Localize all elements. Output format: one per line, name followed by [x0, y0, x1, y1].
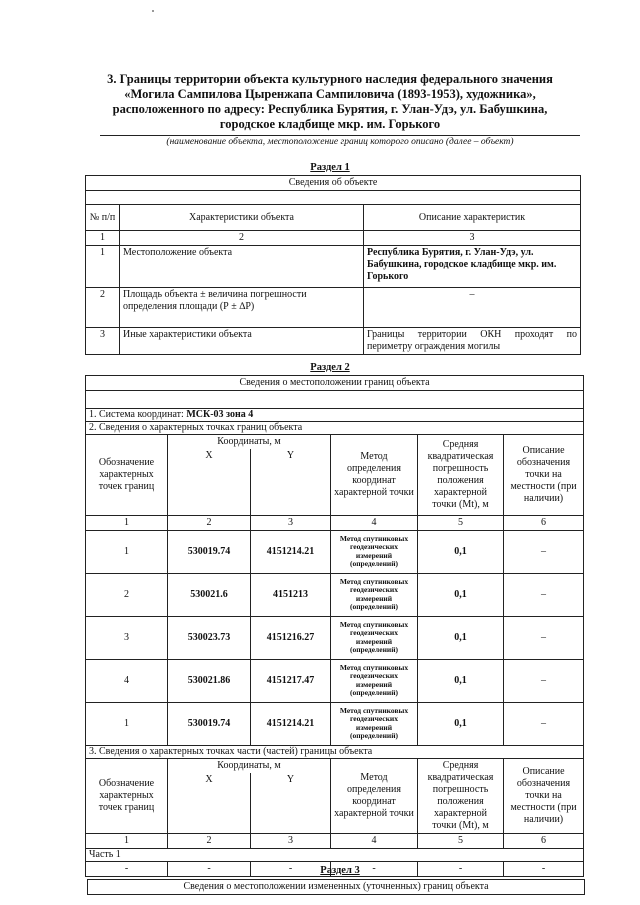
point-number: 4 — [86, 659, 168, 702]
point-method: Метод спутниковых геодезических измерений (определений) — [331, 702, 418, 745]
section2-heading: Раздел 2 — [310, 362, 350, 373]
col-char-header: Характеристики объекта — [120, 205, 364, 231]
subsection-2-title: 2. Сведения о характерных точках границ объекта — [86, 422, 584, 435]
table-row — [86, 659, 584, 702]
index-cell: 3 — [364, 231, 581, 246]
index-cell: 3 — [251, 833, 331, 848]
hdr-method: Метод определения координат характерной точки — [331, 435, 418, 516]
hdr-description: Описание обозначения точки на местности (при наличии) — [504, 435, 584, 516]
point-number: 2 — [86, 573, 168, 616]
row-description: – — [364, 288, 581, 328]
table-row — [86, 328, 581, 355]
point-method: Метод спутниковых геодезических измерений (определений) — [331, 659, 418, 702]
point-x: 530021.86 — [168, 659, 251, 702]
point-desc: – — [504, 573, 584, 616]
hdr-coords: Координаты, м — [168, 758, 331, 773]
point-y: 4151214.21 — [251, 530, 331, 573]
point-mt: 0,1 — [418, 616, 504, 659]
index-cell: 1 — [86, 833, 168, 848]
point-method: Метод спутниковых геодезических измерений (определений) — [331, 616, 418, 659]
part-cell: - — [168, 861, 251, 876]
coord-system-label: 1. Система координат: — [89, 409, 187, 420]
row-characteristic: Площадь объекта ± величина погрешности определения площади (Р ± ∆Р) — [120, 288, 364, 328]
index-cell: 5 — [418, 515, 504, 530]
part-cell: - — [504, 861, 584, 876]
subsection-3-title: 3. Сведения о характерных точках части (частей) границы объекта — [86, 745, 584, 758]
spacer-row — [86, 391, 584, 409]
scan-speck — [152, 10, 154, 12]
point-mt: 0,1 — [418, 659, 504, 702]
hdr-y: Y — [251, 449, 331, 515]
part-cell: - — [331, 861, 418, 876]
hdr-accuracy: Средняя квадратическая погрешность положения характерной точки (Mt), м — [418, 758, 504, 833]
hdr-y: Y — [251, 773, 331, 833]
part-cell: - — [86, 861, 168, 876]
index-cell: 4 — [331, 833, 418, 848]
coord-system-value: МСК-03 зона 4 — [186, 409, 254, 420]
index-cell: 2 — [168, 833, 251, 848]
point-desc: – — [504, 530, 584, 573]
title-line: 3. Границы территории объекта культурного наследия федерального значения — [107, 72, 553, 86]
title-line: городское кладбище мкр. им. Горького — [219, 117, 441, 131]
coord-system — [86, 409, 584, 422]
row-number: 3 — [86, 328, 120, 355]
index-cell: 2 — [168, 515, 251, 530]
point-mt: 0,1 — [418, 530, 504, 573]
document-subtitle: (наименование объекта, местоположение границ которого описано (далее – объект) — [100, 135, 580, 147]
table-row — [86, 288, 581, 328]
section1-table-title: Сведения об объекте — [86, 176, 581, 191]
index-cell: 1 — [86, 515, 168, 530]
row-characteristic: Иные характеристики объекта — [120, 328, 364, 355]
table-row — [86, 530, 584, 573]
title-line: расположенного по адресу: Республика Бурятия, г. Улан-Удэ, ул. Бабушкина, — [112, 102, 548, 116]
section2-table-title: Сведения о местоположении границ объекта — [86, 376, 584, 391]
point-number: 3 — [86, 616, 168, 659]
point-desc: – — [504, 702, 584, 745]
point-x: 530019.74 — [168, 702, 251, 745]
point-number: 1 — [86, 530, 168, 573]
point-x: 530021.6 — [168, 573, 251, 616]
row-number: 2 — [86, 288, 120, 328]
col-desc-header: Описание характеристик — [364, 205, 581, 231]
point-desc: – — [504, 616, 584, 659]
point-method: Метод спутниковых геодезических измерений (определений) — [331, 530, 418, 573]
hdr-accuracy: Средняя квадратическая погрешность положения характерной точки (Mt), м — [418, 435, 504, 516]
table-row — [86, 573, 584, 616]
index-cell: 3 — [251, 515, 331, 530]
section3-table — [87, 879, 585, 895]
hdr-point: Обозначение характерных точек границ — [86, 435, 168, 516]
section1-heading: Раздел 1 — [310, 162, 350, 173]
hdr-description: Описание обозначения точки на местности (при наличии) — [504, 758, 584, 833]
part-label: Часть 1 — [86, 848, 584, 861]
section2-table — [85, 375, 584, 877]
hdr-method: Метод определения координат характерной точки — [331, 758, 418, 833]
point-method: Метод спутниковых геодезических измерений (определений) — [331, 573, 418, 616]
point-desc: – — [504, 659, 584, 702]
table-row — [86, 246, 581, 288]
index-cell: 6 — [504, 833, 584, 848]
point-number: 1 — [86, 702, 168, 745]
table-row — [86, 616, 584, 659]
point-mt: 0,1 — [418, 573, 504, 616]
part-cell: - — [418, 861, 504, 876]
part-cell: - — [251, 861, 331, 876]
spacer-row — [86, 191, 581, 205]
row-number: 1 — [86, 246, 120, 288]
section3-table-title: Сведения о местоположении измененных (уточненных) границ объекта — [88, 880, 585, 895]
col-num-header: № п/п — [86, 205, 120, 231]
section3-heading: Раздел 3 — [320, 865, 360, 876]
point-y: 4151216.27 — [251, 616, 331, 659]
hdr-coords: Координаты, м — [168, 435, 331, 450]
row-description: Республика Бурятия, г. Улан-Удэ, ул. Бабушкина, городское кладбище мкр. им. Горького — [364, 246, 581, 288]
hdr-x: X — [168, 773, 251, 833]
index-cell: 6 — [504, 515, 584, 530]
document-title — [60, 72, 600, 132]
title-line: «Могила Сампилова Цыренжапа Сампиловича (1893-1953), художника», — [124, 87, 536, 101]
point-y: 4151217.47 — [251, 659, 331, 702]
row-characteristic: Местоположение объекта — [120, 246, 364, 288]
point-x: 530023.73 — [168, 616, 251, 659]
index-cell: 1 — [86, 231, 120, 246]
section1-table — [85, 175, 581, 355]
index-cell: 5 — [418, 833, 504, 848]
point-x: 530019.74 — [168, 530, 251, 573]
point-y: 4151213 — [251, 573, 331, 616]
hdr-point: Обозначение характерных точек границ — [86, 758, 168, 833]
point-y: 4151214.21 — [251, 702, 331, 745]
point-mt: 0,1 — [418, 702, 504, 745]
index-cell: 4 — [331, 515, 418, 530]
table-row — [86, 702, 584, 745]
hdr-x: X — [168, 449, 251, 515]
row-description: Границы территории ОКН проходят по периметру ограждения могилы — [364, 328, 581, 355]
index-cell: 2 — [120, 231, 364, 246]
